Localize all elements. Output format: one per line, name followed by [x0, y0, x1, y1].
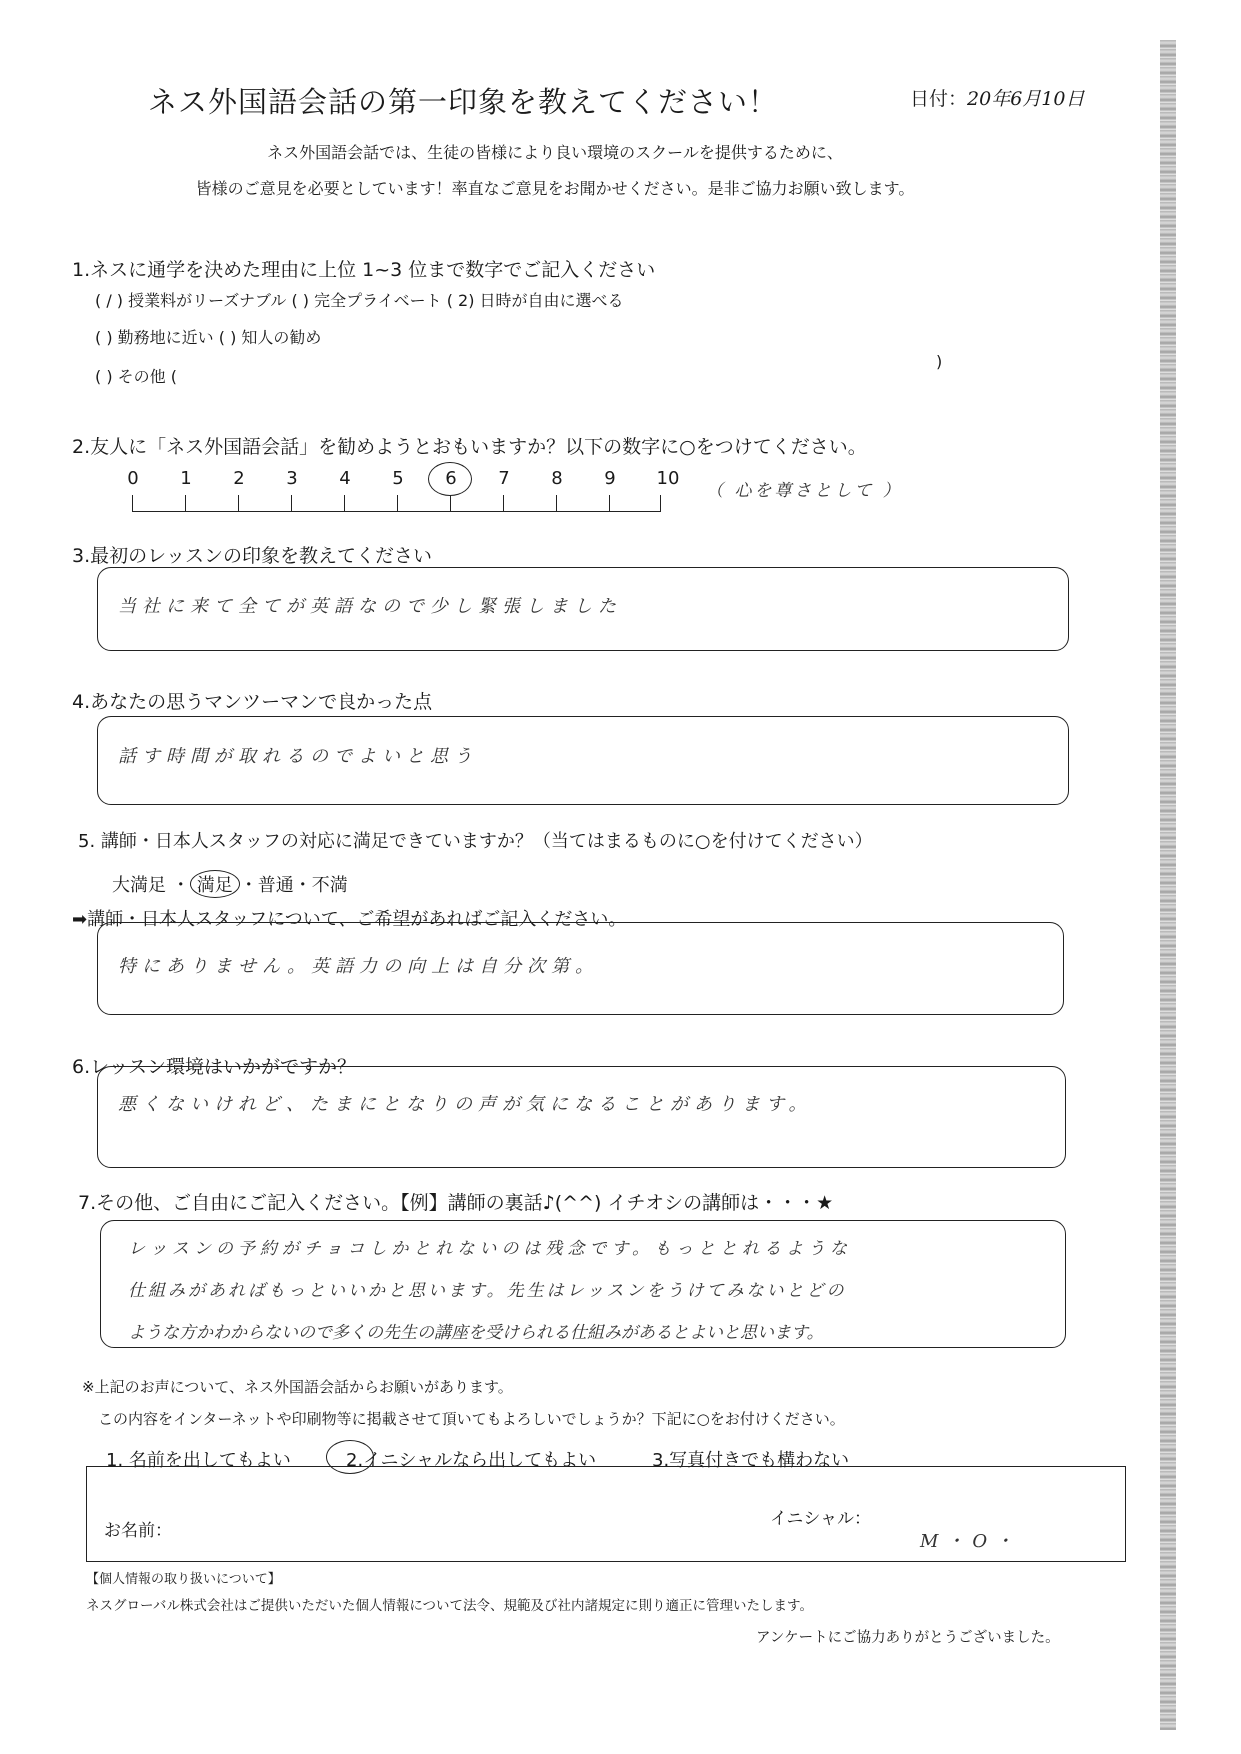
consent-note-1: ※上記のお声について、ネス外国語会話からお願いがあります。 — [82, 1378, 513, 1396]
q2-question: 2.友人に「ネス外国語会話」を勧めようとおもいますか？以下の数字に○をつけてください。 — [72, 436, 867, 458]
scale-2[interactable]: 2 — [233, 468, 245, 489]
privacy-text: ネスグローバル株式会社はご提供いただいた個人情報について法令、規範及び社内諸規定に則り適正に管理いたします。 — [86, 1598, 813, 1614]
q7-answer-line-2: 仕組みがあればもっといいかと思います。先生はレッスンをうけてみないとどの — [128, 1281, 847, 1301]
scale-tick — [609, 495, 610, 512]
q1-options-row2[interactable]: ( ) 勤務地に近い ( ) 知人の勧め — [95, 328, 322, 347]
q1-options-row3[interactable]: ( ) その他 ( — [95, 367, 177, 386]
intro-line-1: ネス外国語会話では、生徒の皆様により良い環境のスクールを提供するために、 — [267, 143, 843, 162]
q5-options[interactable]: 大満足 ・ 満足 ・普通・不満 — [112, 870, 348, 898]
scale-7[interactable]: 7 — [498, 468, 510, 489]
q4-question: 4.あなたの思うマンツーマンで良かった点 — [72, 691, 433, 713]
initial-label: イニシャル： — [770, 1509, 871, 1529]
date-field — [910, 84, 1084, 111]
page-title: ネス外国語会話の第一印象を教えてください！ — [148, 85, 779, 119]
q6-question: 6.レッスン環境はいかがですか？ — [72, 1056, 356, 1078]
date-label: 日付： — [910, 88, 968, 110]
q2-note: （ 心を尊さとして ） — [706, 481, 903, 501]
q7-answer-line-3: ような方かわからないので多くの先生の講座を受けられる仕組みがあるとよいと思います。 — [128, 1323, 824, 1343]
initial-value[interactable]: M・O・ — [920, 1531, 1022, 1552]
scale-selected-circle — [428, 462, 472, 496]
q3-answer: 当社に来て全てが英語なので少し緊張しました — [118, 596, 622, 617]
consent-option-2[interactable]: 2.イニシャルなら出してもよい — [346, 1450, 597, 1471]
privacy-title: 【個人情報の取り扱いについて】 — [86, 1572, 281, 1587]
q1-question: 1.ネスに通学を決めた理由に上位 1~3 位まで数字でご記入ください — [72, 259, 656, 281]
q5-option-very-satisfied[interactable]: 大満足 — [112, 875, 166, 896]
scale-10[interactable]: 10 — [656, 468, 680, 489]
scale-tick — [344, 495, 345, 512]
consent-option-3[interactable]: 3.写真付きでも構わない — [652, 1450, 850, 1471]
q7-answer-line-1: レッスンの予約がチョコしかとれないのは残念です。もっととれるような — [128, 1239, 852, 1259]
scale-tick — [238, 495, 239, 512]
scale-line — [132, 511, 660, 512]
scale-tick — [556, 495, 557, 512]
consent-note-2: この内容をインターネットや印刷物等に掲載させて頂いてもよろしいでしょうか？下記に○をお付けください。 — [98, 1410, 845, 1428]
q6-answer: 悪くないけれど、たまにとなりの声が気になることがあります。 — [118, 1094, 813, 1115]
q5-option-satisfied[interactable]: 満足 — [190, 870, 240, 898]
scale-5[interactable]: 5 — [392, 468, 404, 489]
scale-3[interactable]: 3 — [286, 468, 298, 489]
scale-8[interactable]: 8 — [551, 468, 563, 489]
q5-answer: 特にありません。英語力の向上は自分次第。 — [118, 956, 600, 977]
scale-tick — [660, 495, 661, 512]
q3-question: 3.最初のレッスンの印象を教えてください — [72, 545, 432, 567]
scale-tick — [503, 495, 504, 512]
scale-tick — [397, 495, 398, 512]
q5-question: 5. 講師・日本人スタッフの対応に満足できていますか？（当てはまるものに○を付けてください） — [78, 831, 873, 852]
q6-answer-box[interactable] — [97, 1066, 1066, 1168]
scan-edge-shadow — [1160, 40, 1176, 1730]
scale-0[interactable]: 0 — [127, 468, 139, 489]
scale-9[interactable]: 9 — [604, 468, 616, 489]
scale-tick — [450, 495, 451, 512]
q5-option-normal[interactable]: 普通 — [257, 875, 294, 896]
scale-1[interactable]: 1 — [180, 468, 192, 489]
q4-answer: 話す時間が取れるのでよいと思う — [118, 746, 478, 767]
scale-4[interactable]: 4 — [339, 468, 351, 489]
q1-options-row1[interactable]: ( / ) 授業料がリーズナブル ( ) 完全プライベート ( 2) 日時が自由に選べる — [95, 291, 624, 310]
q5-option-dissatisfied[interactable]: 不満 — [311, 875, 348, 896]
consent-option-1[interactable]: 1. 名前を出してもよい — [106, 1450, 291, 1471]
q7-question: 7.その他、ご自由にご記入ください。【例】講師の裏話♪(^^) イチオシの講師は・・・★ — [78, 1192, 834, 1214]
scale-6[interactable]: 6 — [445, 468, 457, 489]
name-label: お名前： — [104, 1521, 172, 1541]
scale-tick — [132, 495, 133, 512]
intro-line-2: 皆様のご意見を必要としています！率直なご意見をお聞かせください。是非ご協力お願い致します。 — [195, 179, 915, 198]
scale-tick — [185, 495, 186, 512]
q1-other-close: ) — [936, 352, 943, 371]
scale-tick — [291, 495, 292, 512]
thanks-text: アンケートにご協力ありがとうございました。 — [756, 1630, 1060, 1646]
q5-sub-question: ➡講師・日本人スタッフについて、ご希望があればご記入ください。 — [72, 909, 627, 930]
date-value: 20年6月10日 — [967, 88, 1085, 110]
